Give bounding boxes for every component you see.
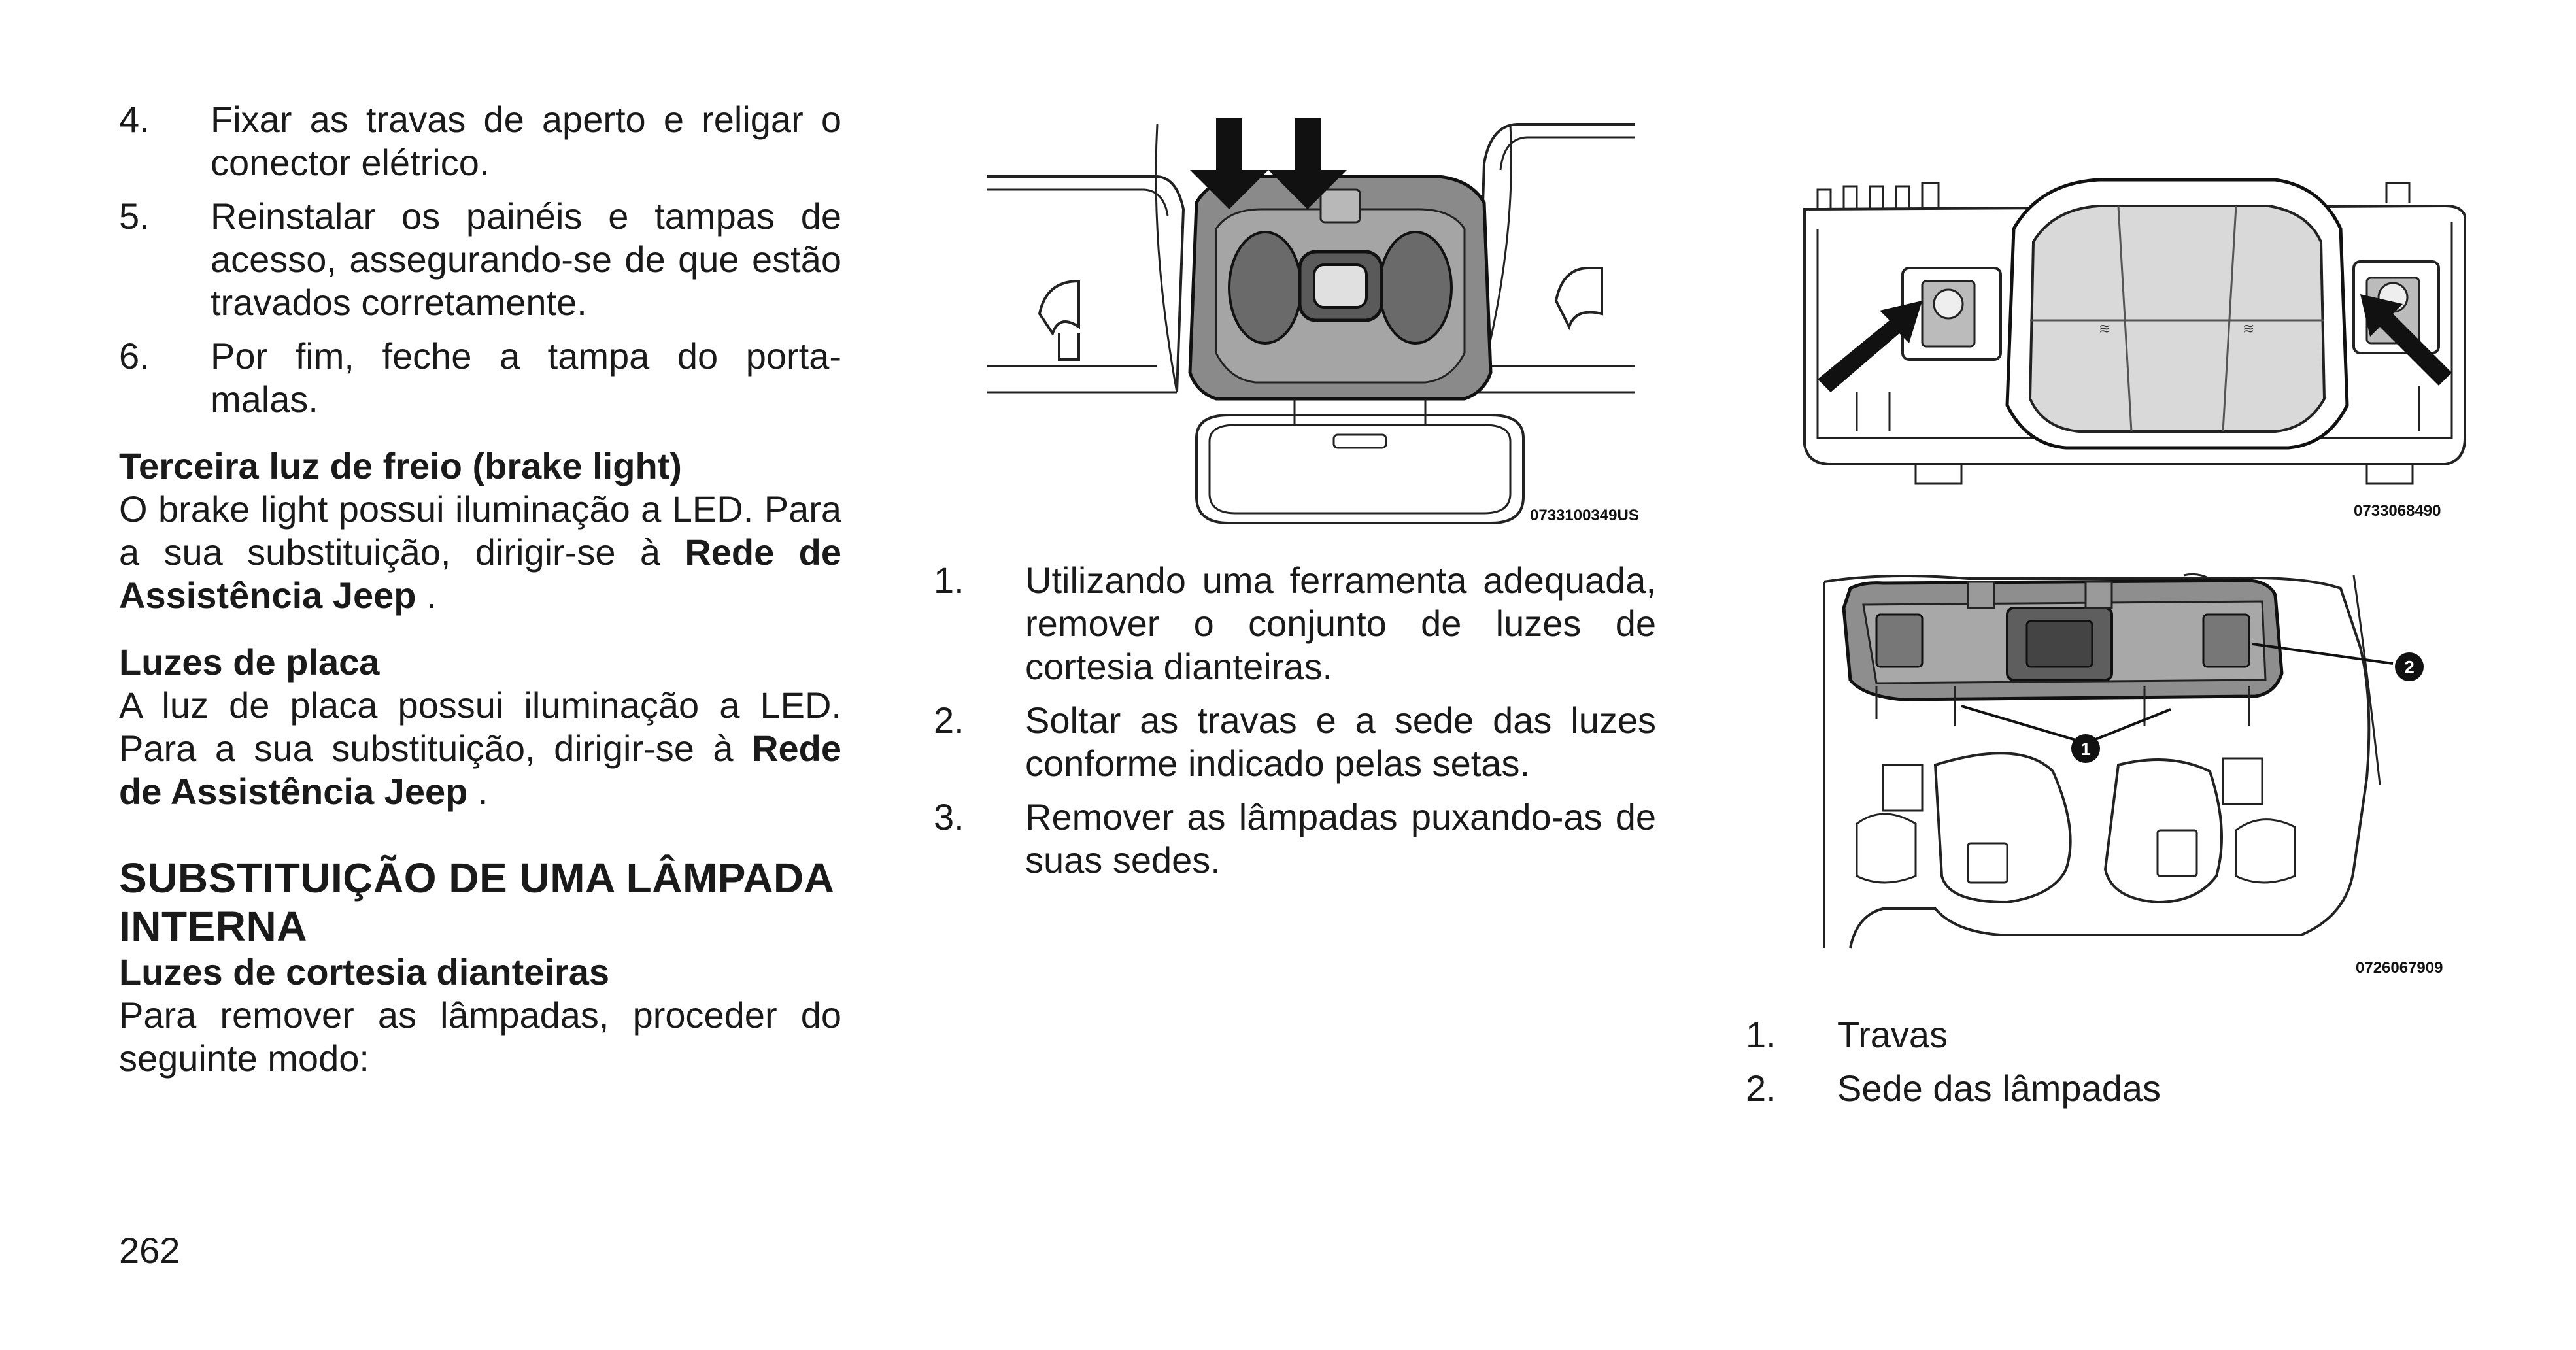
figure-code: 0733068490 bbox=[2354, 502, 2441, 520]
plate-lights-heading: Luzes de placa bbox=[119, 641, 380, 683]
figure-code: 0733100349US bbox=[1530, 507, 1639, 524]
left-column bbox=[119, 98, 841, 1080]
housing-callout-illustration bbox=[1805, 569, 2478, 954]
step-text: Utilizando uma ferramenta adequada, remover o conjunto de luzes de cortesia dianteiras. bbox=[1025, 560, 1656, 687]
step-text: Remover as lâmpadas puxando-as de suas sedes. bbox=[1025, 796, 1656, 881]
housing-callout-figure bbox=[1805, 569, 2478, 987]
steps-list-continued bbox=[119, 98, 841, 421]
interior-bulb-section bbox=[119, 854, 841, 1080]
list-item bbox=[1746, 1013, 2468, 1056]
list-item bbox=[119, 335, 841, 421]
list-item bbox=[934, 796, 1656, 882]
plate-lights-text-end: . bbox=[467, 771, 488, 812]
brake-light-text-end: . bbox=[416, 575, 437, 616]
courtesy-light-illustration bbox=[981, 118, 1674, 536]
removal-steps-list bbox=[934, 559, 1656, 882]
brake-light-section bbox=[119, 445, 841, 617]
step-number: 1. bbox=[934, 560, 964, 601]
right-column-legend bbox=[1746, 1013, 2468, 1121]
step-text: Soltar as travas e a sede das luzes conforme indicado pelas setas. bbox=[1025, 700, 1656, 784]
step-text: Reinstalar os painéis e tampas de acesso, assegurando-se de que estão travados corretamente. bbox=[211, 195, 841, 323]
step-text: Por fim, feche a tampa do porta-malas. bbox=[211, 335, 841, 420]
callout-1: 1 bbox=[2080, 739, 2091, 759]
lamp-housing-illustration bbox=[1791, 170, 2478, 497]
svg-text:≋: ≋ bbox=[2243, 320, 2255, 337]
legend-number: 1. bbox=[1746, 1014, 1776, 1055]
plate-lights-text: A luz de placa possui iluminação a LED. Para a sua substituição, dirigir-se à bbox=[119, 684, 841, 769]
step-number: 6. bbox=[119, 335, 150, 377]
brake-light-paragraph bbox=[119, 488, 841, 617]
step-number: 3. bbox=[934, 796, 964, 837]
brake-light-text: O brake light possui iluminação a LED. Para a sua substituição, dirigir-se à bbox=[119, 488, 841, 573]
page-number: 262 bbox=[119, 1230, 180, 1271]
step-number: 4. bbox=[119, 99, 150, 140]
section-title: SUBSTITUIÇÃO DE UMA LÂMPADA INTERNA bbox=[119, 854, 833, 950]
middle-column bbox=[934, 559, 1656, 892]
plate-lights-paragraph bbox=[119, 684, 841, 813]
list-item bbox=[119, 98, 841, 184]
figure-code: 0726067909 bbox=[2356, 959, 2443, 977]
list-item bbox=[934, 699, 1656, 785]
list-item bbox=[934, 559, 1656, 688]
list-item bbox=[119, 195, 841, 324]
legend-text: Travas bbox=[1837, 1014, 1948, 1055]
step-number: 5. bbox=[119, 195, 150, 237]
courtesy-paragraph: Para remover as lâmpadas, proceder do seguinte modo: bbox=[119, 994, 841, 1079]
callout-2: 2 bbox=[2404, 657, 2415, 677]
plate-lights-section bbox=[119, 641, 841, 813]
list-item bbox=[1746, 1067, 2468, 1110]
lamp-housing-figure bbox=[1791, 170, 2478, 530]
brake-light-dealer: Rede de Assistência Jeep bbox=[119, 532, 841, 616]
courtesy-light-figure bbox=[981, 118, 1674, 536]
courtesy-heading: Luzes de cortesia dianteiras bbox=[119, 951, 610, 992]
step-number: 2. bbox=[934, 700, 964, 741]
step-text: Fixar as travas de aperto e religar o conector elétrico. bbox=[211, 99, 841, 183]
legend-number: 2. bbox=[1746, 1068, 1776, 1109]
svg-text:≋: ≋ bbox=[2099, 320, 2111, 337]
brake-light-heading: Terceira luz de freio (brake light) bbox=[119, 445, 682, 486]
legend-list bbox=[1746, 1013, 2468, 1110]
legend-text: Sede das lâmpadas bbox=[1837, 1068, 2161, 1109]
plate-lights-dealer: Rede de Assistência Jeep bbox=[119, 728, 841, 812]
